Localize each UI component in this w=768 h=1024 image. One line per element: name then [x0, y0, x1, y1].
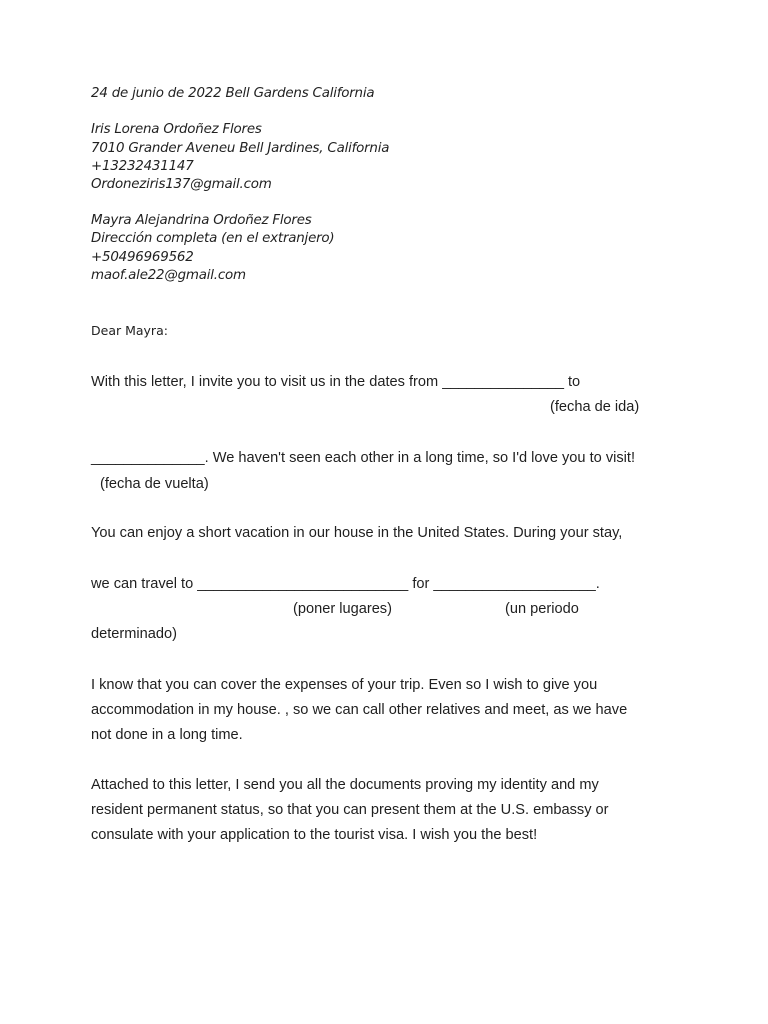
expenses-line-3: not done in a long time.	[91, 727, 243, 743]
documents-line-3: consulate with your application to the tourist visa. I wish you the best!	[91, 827, 538, 843]
documents-line-2: resident permanent status, so that you can present them at the U.S. embassy or	[91, 802, 609, 818]
recipient-address: Dirección completa (en el extranjero)	[91, 231, 335, 246]
sender-address: 7010 Grander Aveneu Bell Jardines, California	[91, 141, 390, 156]
expenses-line-1: I know that you can cover the expenses of your trip. Even so I wish to give you	[91, 677, 598, 693]
hint-return-date: (fecha de vuelta)	[100, 476, 209, 492]
salutation: Dear Mayra:	[91, 323, 168, 338]
sender-phone: +13232431147	[91, 159, 194, 174]
recipient-phone: +50496969562	[91, 250, 194, 265]
date-place-line: 24 de junio de 2022 Bell Gardens California	[91, 86, 375, 101]
expenses-line-2: accommodation in my house. , so we can call other relatives and meet, as we have	[91, 702, 628, 718]
hint-period-continued: determinado)	[91, 626, 177, 642]
vacation-line-1: You can enjoy a short vacation in our house in the United States. During your stay,	[91, 525, 623, 541]
recipient-name: Mayra Alejandrina Ordoñez Flores	[91, 213, 312, 228]
hint-places: (poner lugares)	[293, 601, 392, 617]
invitation-line-1: With this letter, I invite you to visit us in the dates from _______________ to	[91, 374, 581, 390]
hint-departure-date: (fecha de ida)	[550, 399, 640, 415]
sender-name: Iris Lorena Ordoñez Flores	[91, 122, 262, 137]
recipient-email: maof.ale22@gmail.com	[91, 268, 246, 283]
invitation-line-2: ______________. We haven't seen each other in a long time, so I'd love you to visit!	[91, 450, 636, 466]
vacation-line-2: we can travel to __________________________ for ____________________.	[91, 576, 600, 592]
hint-period: (un periodo	[505, 601, 579, 617]
sender-email: Ordoneziris137@gmail.com	[91, 177, 272, 192]
documents-line-1: Attached to this letter, I send you all the documents proving my identity and my	[91, 777, 599, 793]
